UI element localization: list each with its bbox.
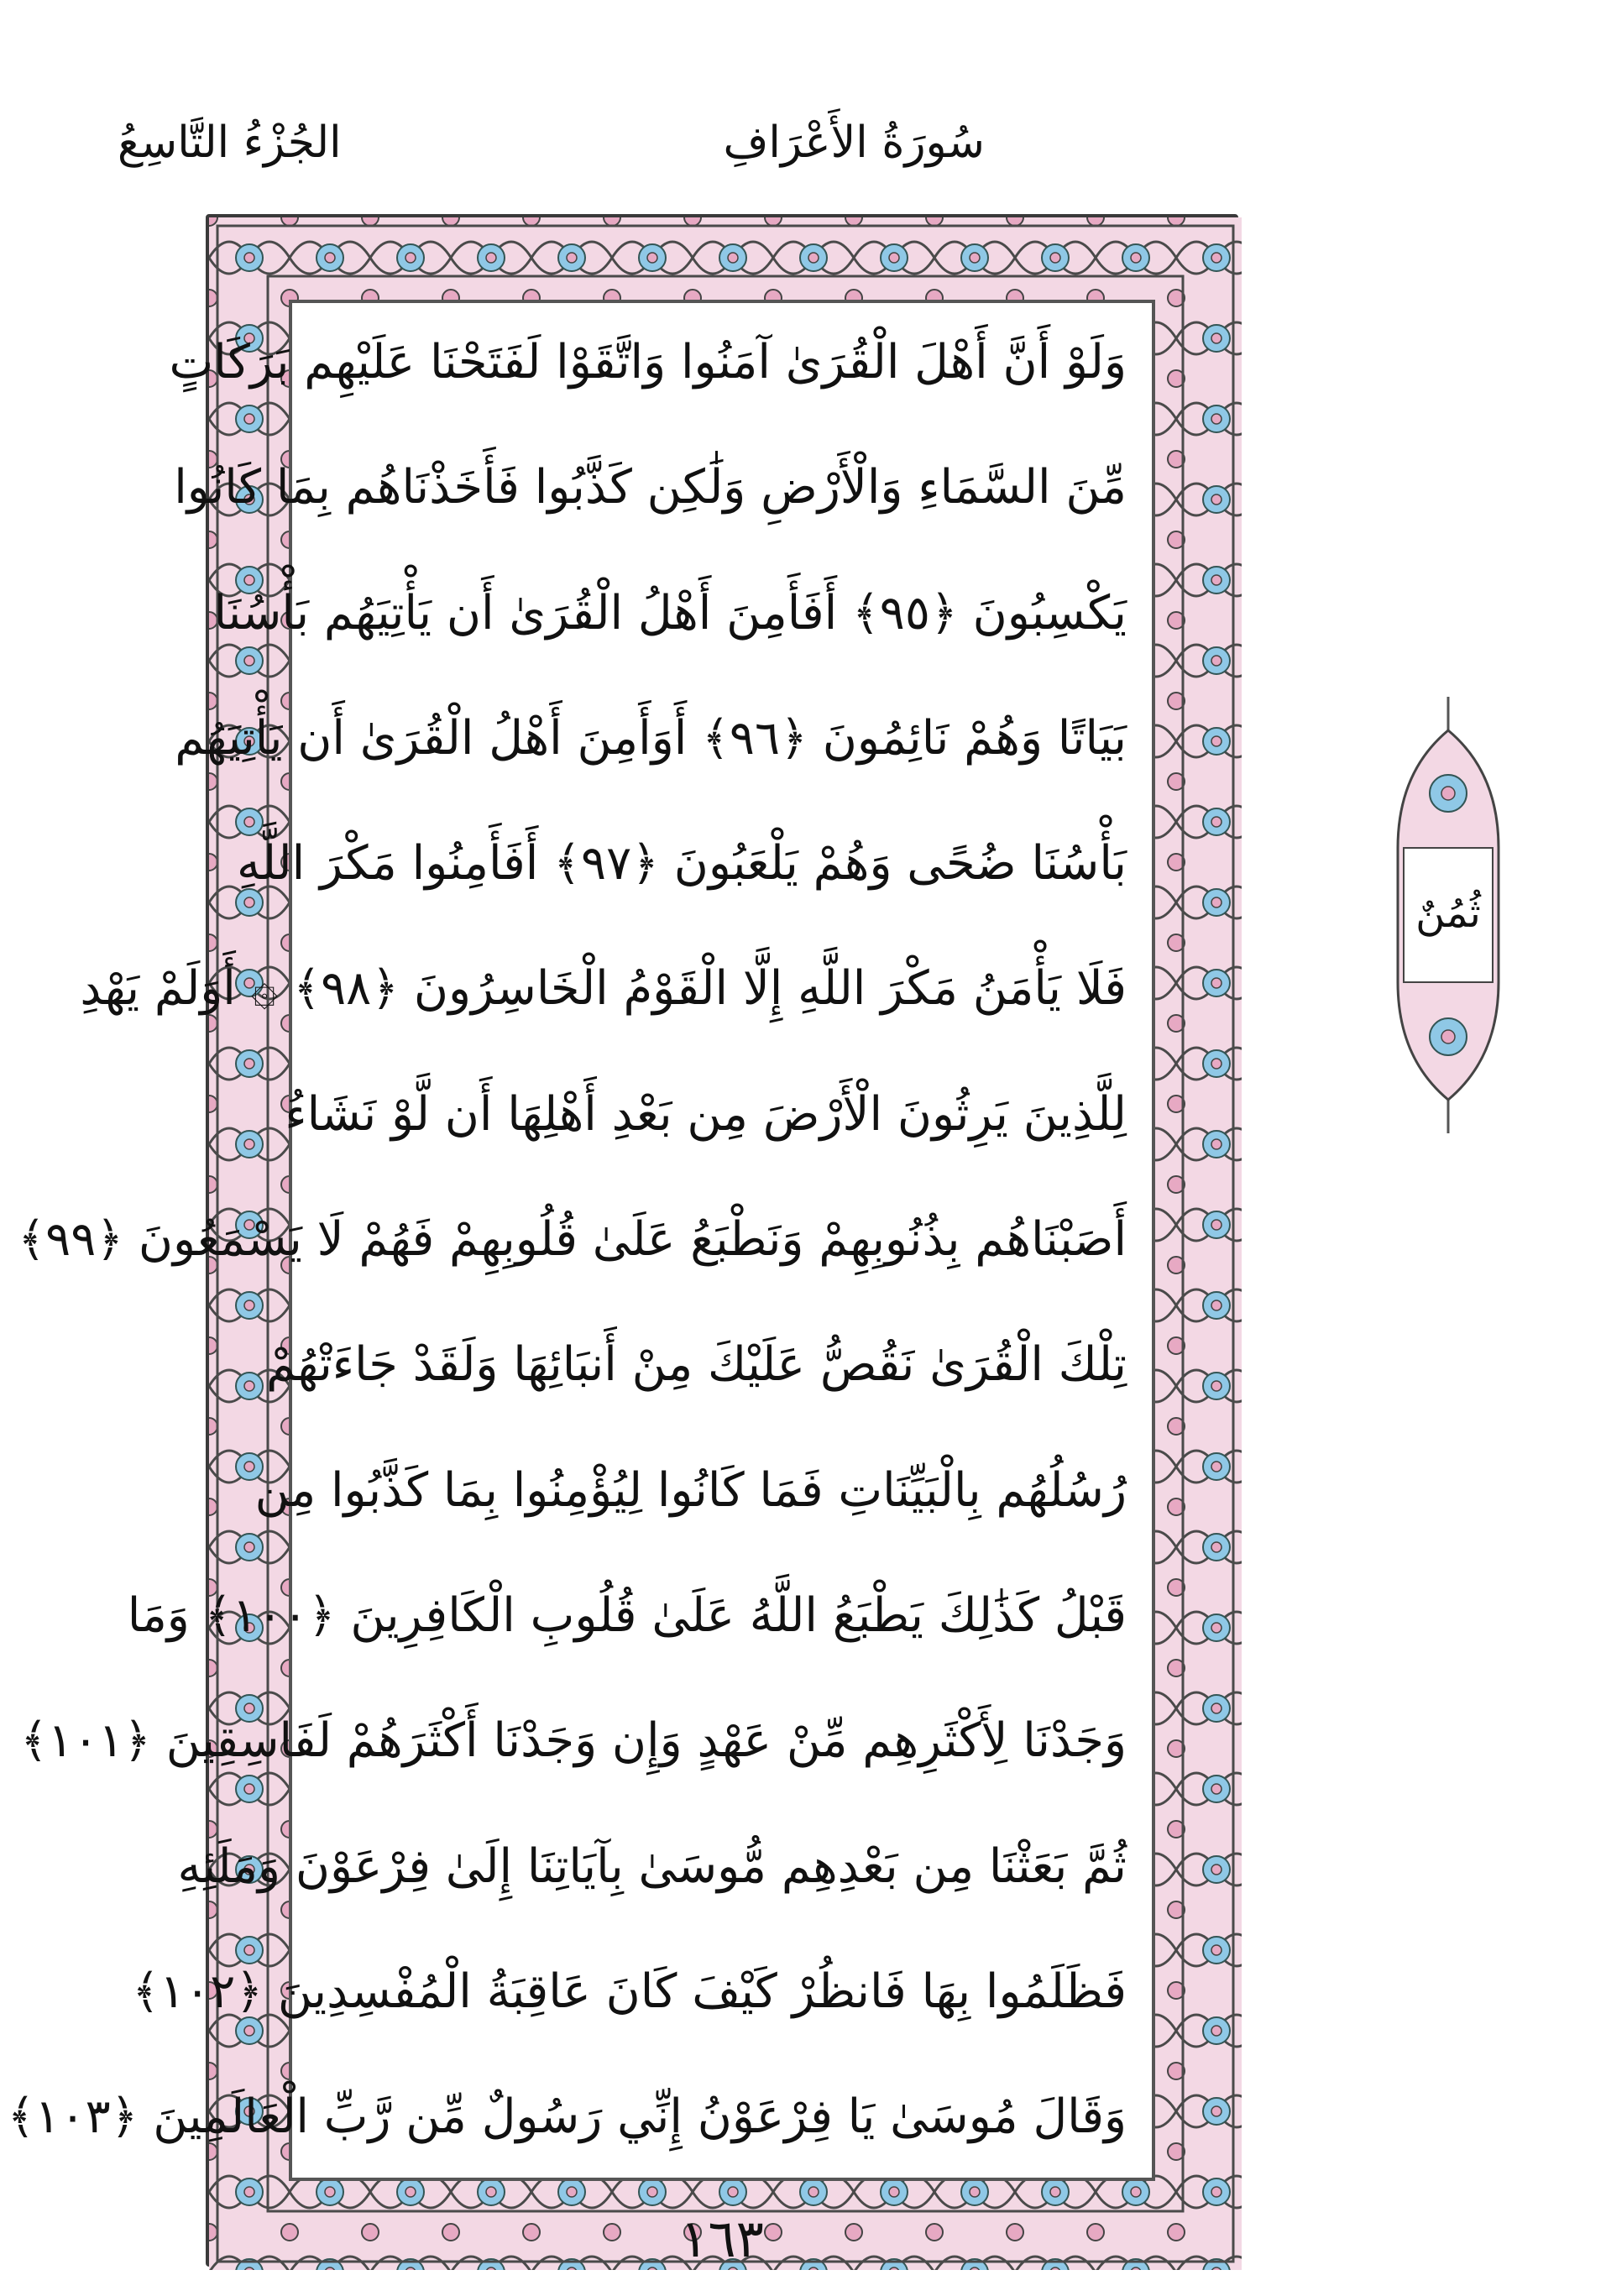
verse-line: مِّنَ السَّمَاءِ وَالْأَرْضِ وَلَٰكِن كَذَّبُوا فَأَخَذْنَاهُم بِمَا كَانُوا bbox=[174, 460, 1127, 515]
verse-line: ثُمَّ بَعَثْنَا مِن بَعْدِهِم مُّوسَىٰ بِآيَاتِنَا إِلَىٰ فِرْعَوْنَ وَمَلَئِهِ bbox=[177, 1838, 1127, 1894]
verse-line: أَصَبْنَاهُم بِذُنُوبِهِمْ وَنَطْبَعُ عَلَىٰ قُلُوبِهِمْ فَهُمْ لَا يَسْمَعُونَ ﴿٩٩﴾ bbox=[18, 1212, 1127, 1268]
verse-line: تِلْكَ الْقُرَىٰ نَقُصُّ عَلَيْكَ مِنْ أَنبَائِهَا وَلَقَدْ جَاءَتْهُمْ bbox=[266, 1337, 1127, 1393]
verse-line: يَكْسِبُونَ ﴿٩٥﴾ أَفَأَمِنَ أَهْلُ الْقُرَىٰ أَن يَأْتِيَهُم بَأْسُنَا bbox=[213, 585, 1127, 641]
verse-line: بَأْسُنَا ضُحًى وَهُمْ يَلْعَبُونَ ﴿٩٧﴾ أَفَأَمِنُوا مَكْرَ اللَّهِ bbox=[236, 836, 1127, 892]
side-marker-label: ثُمُنٌ bbox=[1415, 890, 1481, 937]
verse-line: فَلَا يَأْمَنُ مَكْرَ اللَّهِ إِلَّا الْقَوْمُ الْخَاسِرُونَ ﴿٩٨﴾ ۞ أَوَلَمْ يَهْدِ bbox=[80, 961, 1127, 1017]
verse-line: فَظَلَمُوا بِهَا فَانظُرْ كَيْفَ كَانَ عَاقِبَةُ الْمُفْسِدِينَ ﴿١٠٢﴾ bbox=[132, 1964, 1127, 2019]
juz-title: الجُزْءُ التَّاسِعُ bbox=[118, 118, 342, 168]
surah-title: سُورَةُ الأَعْرَافِ bbox=[723, 118, 985, 168]
verse-line: لِلَّذِينَ يَرِثُونَ الْأَرْضَ مِن بَعْدِ أَهْلِهَا أَن لَّوْ نَشَاءُ bbox=[285, 1086, 1127, 1142]
page-number: ١٦٣ bbox=[680, 2208, 764, 2269]
verse-line: رُسُلُهُم بِالْبَيِّنَاتِ فَمَا كَانُوا لِيُؤْمِنُوا بِمَا كَذَّبُوا مِن bbox=[254, 1462, 1127, 1518]
verse-line: وَقَالَ مُوسَىٰ يَا فِرْعَوْنُ إِنِّي رَسُولٌ مِّن رَّبِّ الْعَالَمِينَ ﴿١٠٣﴾ bbox=[7, 2089, 1127, 2145]
verse-line: قَبْلُ كَذَٰلِكَ يَطْبَعُ اللَّهُ عَلَىٰ قُلُوبِ الْكَافِرِينَ ﴿١٠٠﴾ وَمَا bbox=[127, 1587, 1127, 1643]
ornamental-frame bbox=[7, 214, 1238, 2267]
verse-line: بَيَاتًا وَهُمْ نَائِمُونَ ﴿٩٦﴾ أَوَأَمِنَ أَهْلُ الْقُرَىٰ أَن يَأْتِيَهُم bbox=[175, 710, 1127, 766]
verse-panel bbox=[7, 300, 1155, 2181]
verse-lines bbox=[7, 327, 1127, 2154]
verse-line: وَجَدْنَا لِأَكْثَرِهِم مِّنْ عَهْدٍ وَإِن وَجَدْنَا أَكْثَرَهُمْ لَفَاسِقِينَ ﴿١٠١﴾ bbox=[20, 1713, 1127, 1769]
verse-line: وَلَوْ أَنَّ أَهْلَ الْقُرَىٰ آمَنُوا وَاتَّقَوْا لَفَتَحْنَا عَلَيْهِم بَرَكَاتٍ bbox=[169, 335, 1127, 390]
